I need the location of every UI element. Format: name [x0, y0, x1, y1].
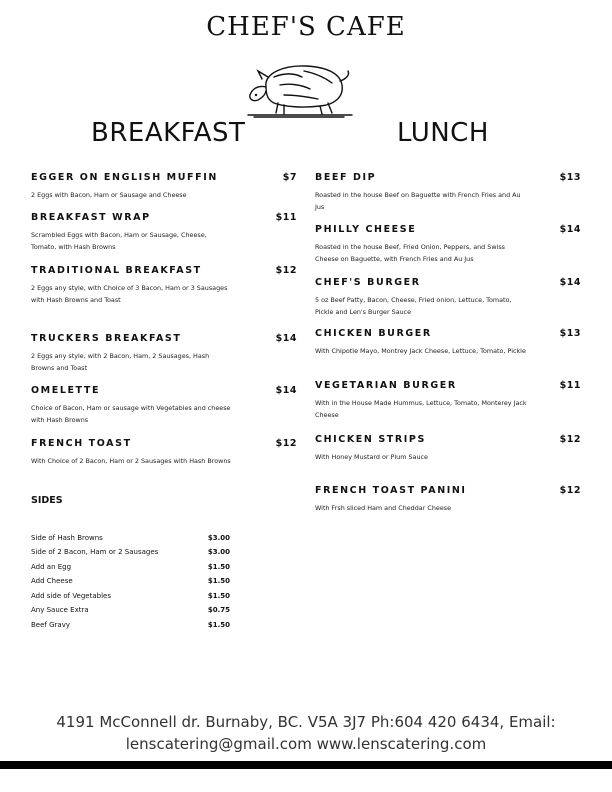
item-price: $7: [282, 172, 297, 183]
item-price: $11: [559, 380, 581, 391]
side-name: Beef Gravy: [31, 621, 70, 629]
item-price: $13: [559, 328, 581, 339]
item-description: Choice of Bacon, Ham or sausage with Vegetables and cheese with Hash Browns: [31, 404, 231, 424]
menu-item: [315, 328, 581, 357]
side-price: $1.50: [207, 592, 230, 600]
item-description: With Frsh sliced Ham and Cheddar Cheese: [315, 504, 452, 512]
item-price: $14: [559, 224, 581, 235]
item-description: With Choice of 2 Bacon, Ham or 2 Sausages with Hash Browns: [31, 457, 231, 465]
item-name: EGGER ON ENGLISH MUFFIN: [31, 172, 218, 183]
side-name: Side of 2 Bacon, Ham or 2 Sausages: [31, 548, 159, 556]
pig-illustration-icon: [244, 57, 356, 119]
side-name: Add side of Vegetables: [31, 592, 111, 600]
menu-item: [31, 385, 297, 426]
item-name: BEEF DIP: [315, 172, 377, 183]
item-description: With in the House Made Hummus, Lettuce, Tomato, Monterey Jack Cheese: [315, 399, 527, 419]
item-price: $11: [275, 212, 297, 223]
contact-footer: [0, 711, 612, 755]
item-price: $13: [559, 172, 581, 183]
menu-item: [31, 172, 297, 201]
menu-item: [31, 438, 297, 467]
item-description: 2 Eggs any style, with 2 Bacon, Ham, 2 Sausages, Hash Browns and Toast: [31, 352, 210, 372]
side-name: Side of Hash Browns: [31, 534, 103, 542]
side-name: Add Cheese: [31, 577, 73, 585]
bottom-bar: [0, 761, 612, 769]
side-price: $3.00: [207, 548, 230, 556]
item-name: CHEF'S BURGER: [315, 277, 421, 288]
item-description: Scrambled Eggs with Bacon, Ham or Sausage, Cheese, Tomato, with Hash Browns: [31, 231, 207, 251]
item-name: BREAKFAST WRAP: [31, 212, 151, 223]
item-description: With Chipotle Mayo, Montrey Jack Cheese, Lettuce, Tomato, Pickle: [315, 347, 526, 355]
side-price: $1.50: [207, 577, 230, 585]
item-name: FRENCH TOAST PANINI: [315, 485, 467, 496]
menu-item: [315, 224, 581, 265]
item-name: CHICKEN STRIPS: [315, 434, 426, 445]
side-name: Any Sauce Extra: [31, 606, 89, 614]
sides-heading: SIDES: [31, 495, 63, 506]
item-name: FRENCH TOAST: [31, 438, 132, 449]
item-price: $14: [275, 385, 297, 396]
item-description: With Honey Mustard or Plum Sauce: [315, 453, 428, 461]
item-description: Roasted in the house Beef, Fried Onion, Peppers, and Swiss Cheese on Baguette, with French Fries and Au Jus: [315, 243, 505, 263]
item-description: 5 oz Beef Patty, Bacon, Cheese, Fried onion, Lettuce, Tomato, Pickle and Len's Burger Sauce: [315, 296, 512, 316]
item-name: TRUCKERS BREAKFAST: [31, 333, 182, 344]
item-description: 2 Eggs with Bacon, Ham or Sausage and Cheese: [31, 191, 187, 199]
item-name: CHICKEN BURGER: [315, 328, 432, 339]
menu-item: [31, 333, 297, 374]
side-price: $3.00: [207, 534, 230, 542]
breakfast-title: BREAKFAST: [91, 118, 246, 148]
footer-contact: lenscatering@gmail.com www.lenscatering.com: [125, 735, 487, 753]
item-price: $14: [559, 277, 581, 288]
menu-item: [315, 434, 581, 463]
item-name: VEGETARIAN BURGER: [315, 380, 457, 391]
item-description: 2 Eggs any style, with Choice of 3 Bacon, Ham or 3 Sausages with Hash Browns and Toast: [31, 284, 228, 304]
menu-item: [315, 172, 581, 213]
side-price: $1.50: [207, 563, 230, 571]
menu-item: [315, 277, 581, 318]
item-price: $14: [275, 333, 297, 344]
item-description: Roasted in the house Beef on Baguette with French Fries and Au Jus: [315, 191, 521, 211]
menu-item: [31, 265, 297, 306]
item-price: $12: [559, 434, 581, 445]
item-name: PHILLY CHEESE: [315, 224, 417, 235]
side-name: Add an Egg: [31, 563, 72, 571]
side-price: $1.50: [207, 621, 230, 629]
cafe-name: CHEF'S CAFE: [206, 12, 406, 42]
item-name: OMELETTE: [31, 385, 101, 396]
item-price: $12: [275, 265, 297, 276]
side-price: $0.75: [207, 606, 230, 614]
menu-item: [315, 380, 581, 421]
item-price: $12: [559, 485, 581, 496]
menu-item: [31, 212, 297, 253]
menu-item: [315, 485, 581, 514]
item-name: TRADITIONAL BREAKFAST: [31, 265, 202, 276]
lunch-title: LUNCH: [397, 118, 489, 148]
footer-address: 4191 McConnell dr. Burnaby, BC. V5A 3J7 Ph:604 420 6434, Email:: [56, 713, 556, 731]
item-price: $12: [275, 438, 297, 449]
